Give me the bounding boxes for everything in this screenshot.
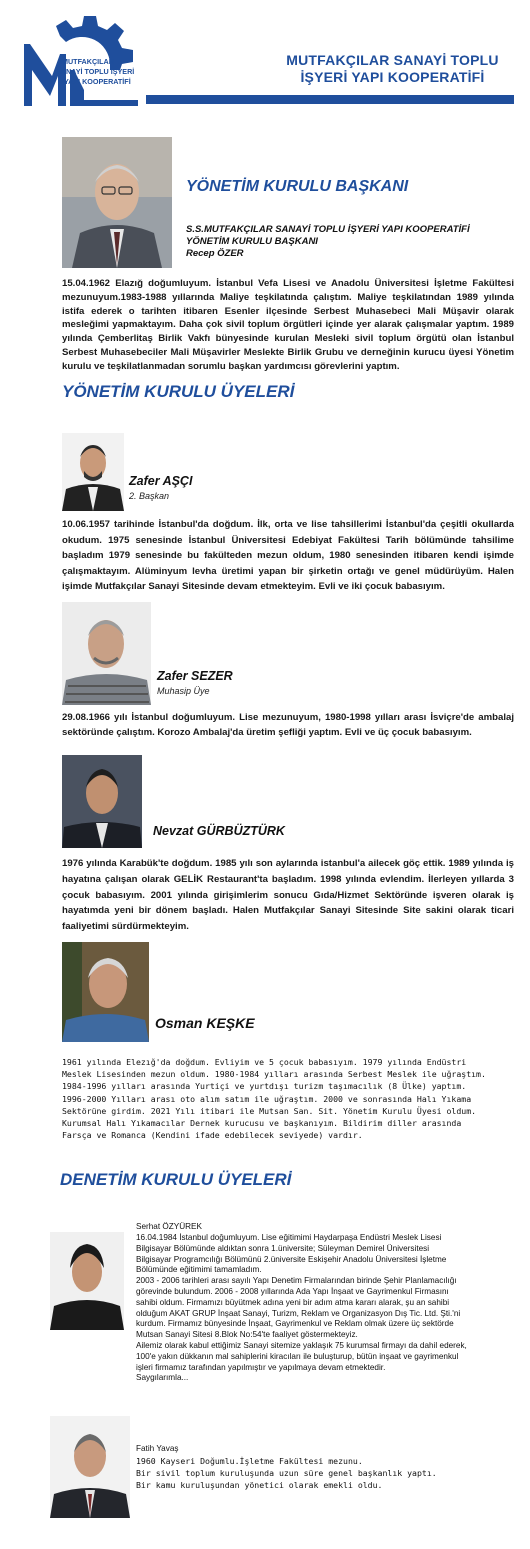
member-name-zafer-asci: Zafer AŞÇI bbox=[129, 474, 193, 488]
audit-photo-fatih-yavas bbox=[50, 1416, 130, 1518]
bio-line: Saygılarımla... bbox=[136, 1373, 189, 1383]
bio-line: 2003 - 2006 tarihleri arası sayılı Yapı Denetim Firmalarından birinde Şehir Planlamacılığı bbox=[136, 1276, 457, 1286]
audit-member-name-serhat: Serhat ÖZYÜREK bbox=[136, 1222, 202, 1231]
bio-line: 16.04.1984 İstanbul doğumluyum. Lise eğitimimi Haydarpaşa Endüstri Meslek Lisesi bbox=[136, 1233, 442, 1242]
logo-text-line2: SANAYİ TOPLU İŞYERİ bbox=[56, 67, 135, 76]
bio-line: Bir kamu kuruluşundan yönetici olarak emekli oldu. bbox=[136, 1480, 383, 1491]
logo-text-line1: MUTFAKÇILAR bbox=[62, 57, 114, 66]
member-photo-osman-keske bbox=[62, 942, 149, 1042]
member-role-zafer-sezer: Muhasip Üye bbox=[157, 686, 210, 696]
bio-line: olduğum AKAT GRUP İnşaat Sanayi, Turizm, Reklam ve Organizasyon Dış Tic. Ltd. Şti.'ni bbox=[136, 1308, 461, 1318]
member-role-zafer-asci: 2. Başkan bbox=[129, 491, 170, 501]
member-name-nevzat-gurbuzturk: Nevzat GÜRBÜZTÜRK bbox=[153, 824, 285, 838]
member-bio-osman-keske bbox=[62, 1056, 522, 1141]
member-bio-nevzat-gurbuzturk: 1976 yılında Karabük'te doğdum. 1985 yılı son aylarında istanbul'a ailecek göç ettik. 1989 yılında iş hayatına çalışan olarak GELİK Restaurant'ta başladım. 1998 yılında evlendim. İlerleyen yıllarda 3 çocuk babasıyım. 2001 yılında girişimlerim sonucu Gıda/Hizmet Sektöründe işveren olarak iş hayatımda yeni bir dönem başladı. Halen Mutfakçılar Sanayi Sitesinde Site sakini olarak ticari faaliyetimi sürdürmekteyim. bbox=[62, 858, 514, 933]
bio-line: Bilgisayar Programcılığı Bölümünü 2.üniversite Eskişehir Anadolu Üniversitesi İşletme bbox=[136, 1254, 447, 1264]
cooperative-logo bbox=[18, 14, 138, 106]
member-bio-zafer-sezer: 29.08.1966 yılı İstanbul doğumluyum. Lise mezunuyum, 1980-1998 yılları arası İsviçre'de ambalaj sektöründe çalıştım. Korozo Ambalaj'da üretim şefliği yaptım. Evli ve üç çocuk babasıyım. bbox=[62, 712, 514, 738]
title-line2: İŞYERİ YAPI KOOPERATİFİ bbox=[300, 69, 485, 85]
member-photo-nevzat-gurbuzturk bbox=[62, 755, 142, 848]
member-photo-zafer-asci bbox=[62, 433, 124, 511]
bio-line: sahibi oldum. Firmamızı büyütmek adına yeni bir adım atma kararı alarak, şu an sahibi bbox=[136, 1297, 450, 1307]
bio-line: 1960 Kayseri Doğumlu.İşletme Fakültesi mezunu. bbox=[136, 1456, 363, 1466]
president-photo bbox=[62, 137, 172, 268]
president-name: Recep ÖZER bbox=[186, 248, 244, 259]
logo-text-line3: YAPI KOOPERATİFİ bbox=[64, 77, 131, 86]
president-sub-line1: S.S.MUTFAKÇILAR SANAYİ TOPLU İŞYERİ YAPI KOOPERATİFİ bbox=[186, 224, 470, 235]
audit-heading: DENETİM KURULU ÜYELERİ bbox=[60, 1170, 292, 1189]
cooperative-title bbox=[270, 52, 515, 86]
bio-line: Kurumsal Halı Yıkamacılar Dernek kurucusu ve başkanıyım. Bildirim diller arasında bbox=[62, 1118, 462, 1129]
audit-member-name-fatih: Fatih Yavaş bbox=[136, 1444, 179, 1453]
president-subtitle bbox=[186, 224, 476, 260]
bio-line: görevinde bulundum. 2006 - 2008 yıllarında Ada Yapı İnşaat ve Gayrimenkul Firmasını bbox=[136, 1286, 449, 1296]
president-heading: YÖNETİM KURULU BAŞKANI bbox=[186, 178, 409, 195]
bio-line: 1996-2000 Yılları arası oto alım satım ile uğraştım. 2000 ve sonrasında Halı Yıkama bbox=[62, 1093, 472, 1104]
bio-line: Bölümünde eğitimimi tamamladım. bbox=[136, 1265, 262, 1275]
president-sub-line2: YÖNETİM KURULU BAŞKANI bbox=[186, 236, 318, 247]
gear-logo-icon bbox=[18, 14, 138, 106]
bio-line: Sektörüne girdim. 2021 Yılı itibari ile Mutsan San. Sit. Yönetim Kurulu Üyesi oldum. bbox=[62, 1105, 477, 1116]
member-name-zafer-sezer: Zafer SEZER bbox=[157, 669, 233, 683]
bio-line: 100'e yakın dükkanın mal sahiplerini kiracıları ile buluşturup, bütün inşaat ve gayrimenkul bbox=[136, 1351, 459, 1361]
bio-line: Meslek Lisesinden mezun oldum. 1980-1984 yılları arasında Serbest Meslek ile uğraştım. bbox=[62, 1069, 486, 1080]
member-photo-zafer-sezer bbox=[62, 602, 151, 705]
member-bio-zafer-asci: 10.06.1957 tarihinde İstanbul'da doğdum. İlk, orta ve lise tahsillerimi İstanbul'da çeşitli okullarda okudum. 1975 senesinde İstanbul Üniversitesi Edebiyat Fakültesi Tarih bölümünde tahsilime başladım 1979 senesinde bu fakülteden mezun oldum, 1980 senesinden itibaren kendi işimde çalışmaktayım. Alüminyum levha üretimi yapan bir şirketin ortağı ve genel müdürüyüm. Halen işimde Mutfakçılar Sanayi Sitesinde devam etmekteyim. Evli ve iki çocuk babasıyım. bbox=[62, 519, 514, 592]
bio-line: 1984-1996 yılları arasında Yurtiçi ve yurtdışı turizm taşımacılık (8 Ülke) yaptım. bbox=[62, 1081, 467, 1092]
header-divider-bar bbox=[146, 95, 514, 104]
audit-bio-fatih bbox=[136, 1455, 516, 1492]
audit-photo-serhat-ozyurek bbox=[50, 1232, 124, 1330]
bio-line: 1961 yılında Elezığ'da doğdum. Evliyim ve 5 çocuk babasıyım. 1979 yılında Endüstri bbox=[62, 1057, 467, 1067]
bio-line: Ailemiz olarak kabul ettiğimiz Sanayi sitemize yaklaşık 75 kurumsal firmayı da dahil ederek, bbox=[136, 1340, 467, 1350]
bio-line: Farsça ve Romanca (Kendini ifade edebilecek seviyede) vardır. bbox=[62, 1130, 363, 1141]
audit-bio-serhat bbox=[136, 1233, 526, 1384]
bio-line: kurdum. Firmamız bünyesinde İnşaat, Gayrimenkul ve Reklam olmak üzere üç sektörde bbox=[136, 1319, 454, 1329]
bio-line: Bilgisayar Bölümünde aldıktan sonra 1.üniversite; Süleyman Demirel Üniversitesi bbox=[136, 1243, 430, 1253]
president-bio: 15.04.1962 Elazığ doğumluyum. İstanbul Vefa Lisesi ve Anadolu Üniversitesi İşletme Fakültesi mezunuyum.1983-1988 yıllarında Maliye teşkilatında çalıştım. Maliye teşkilatından 1989 yılında istifa ederek o tarihten itibaren Esenler ilçesinde Serbest Muhasebeci Mali Müşavir olarak mesleğimi yapmaktayım. Daha çok sivil toplum örgütleri içinde yer alarak çalışmalar yaptım. 1989 yılında Çemberlitaş Birlik Vakfı bünyesinde kurulan Mesleki sivil toplum örgütü olan İstanbul Serbest Muhasebeciler Mali Müşavirler Meslekte Birlik Grubu ve derneğinin kurucu üyesi Yönetim kurulu ve teşkilatlanmadan sorumlu başkan yardımcısı görevlerini yaptım. bbox=[62, 278, 514, 372]
title-line1: MUTFAKÇILAR SANAYİ TOPLU bbox=[286, 52, 499, 68]
board-heading: YÖNETİM KURULU ÜYELERİ bbox=[62, 382, 295, 401]
bio-line: işleri firmamız tarafından yapılmıştır ve yapılmaya devam etmektedir. bbox=[136, 1362, 386, 1372]
bio-line: Bir sivil toplum kuruluşunda uzun süre genel başkanlık yaptı. bbox=[136, 1468, 437, 1479]
member-name-osman-keske: Osman KEŞKE bbox=[155, 1015, 255, 1031]
bio-line: Mutsan Sanayi Sitesi 8.Blok No:54'te faaliyet göstermekteyiz. bbox=[136, 1330, 358, 1340]
